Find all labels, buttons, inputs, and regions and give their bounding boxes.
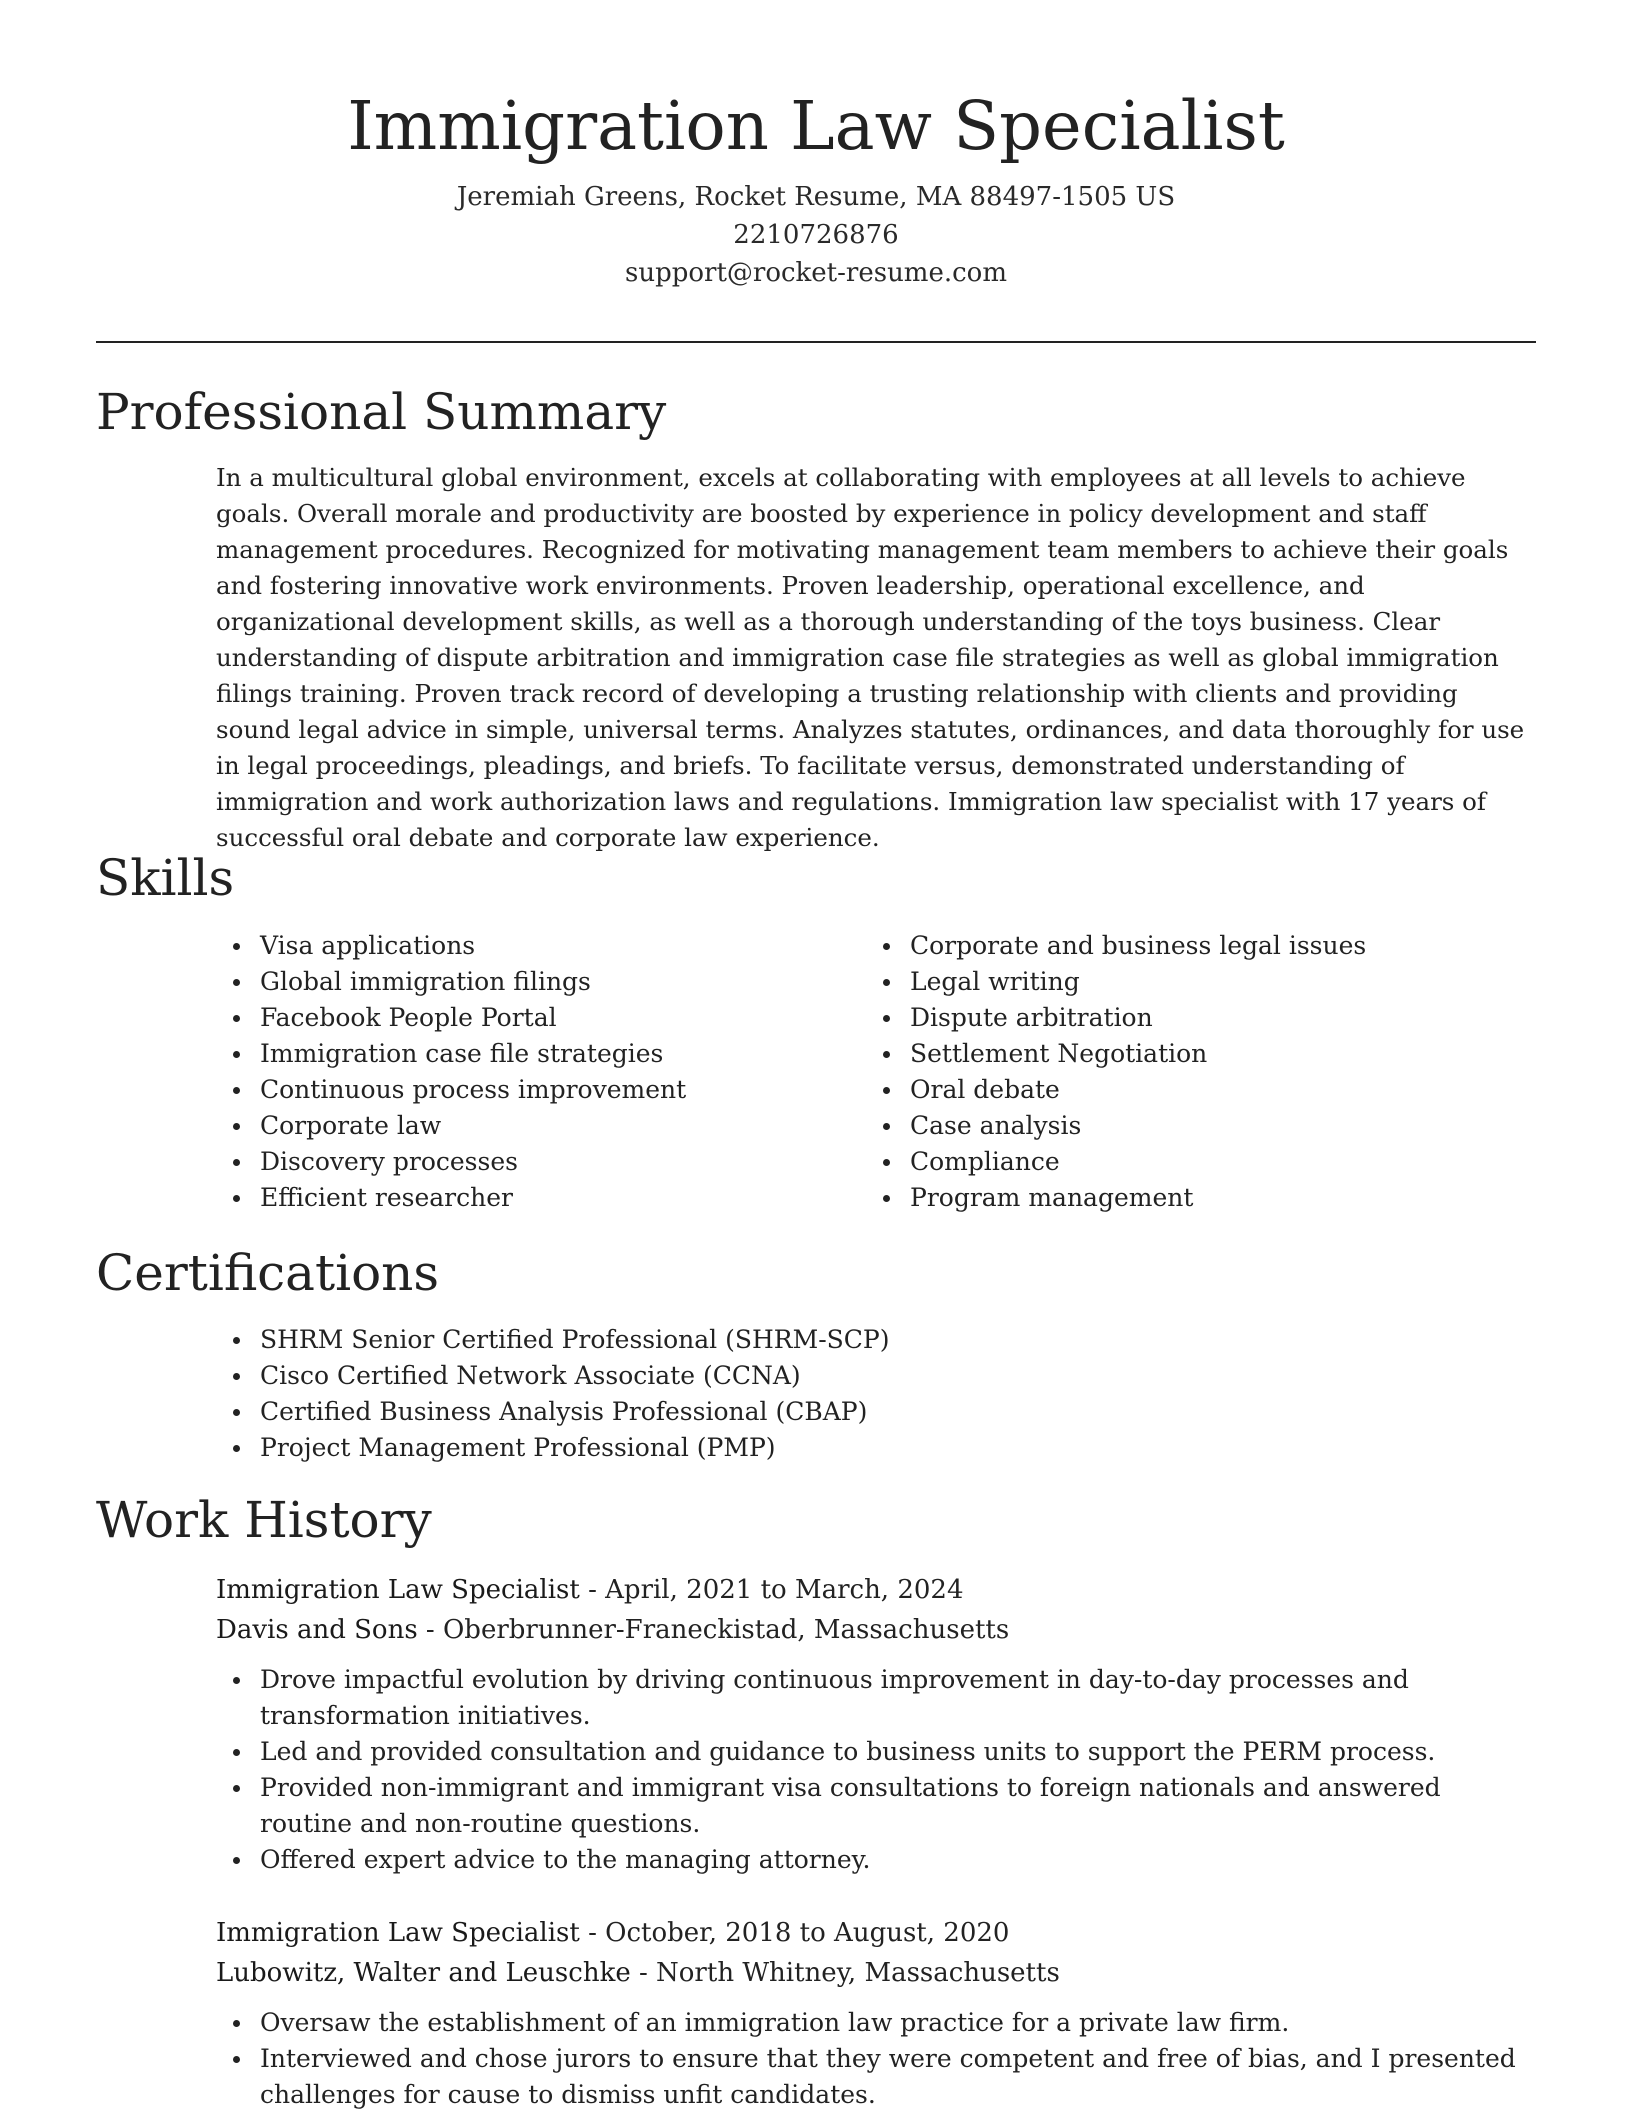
list-item: Program management — [866, 1180, 1506, 1216]
list-item: Drove impactful evolution by driving continuous improvement in day-to-day processes and transformation initiatives. — [172, 1662, 1536, 1734]
job-company-line — [216, 1610, 1536, 1650]
job-dates: - October, 2018 to August, 2020 — [579, 1918, 1010, 1948]
contact-email: support@rocket-resume.com — [624, 258, 1007, 288]
list-item: Corporate law — [216, 1108, 856, 1144]
skills-column-right — [866, 928, 1506, 1216]
list-item: Oversaw the establishment of an immigration law practice for a private law firm. — [172, 2005, 1536, 2041]
section-title-certifications: Certifications — [96, 1244, 440, 1302]
contact-phone: 2210726876 — [733, 220, 899, 250]
list-item: Global immigration filings — [216, 964, 856, 1000]
list-item: Certified Business Analysis Professional (CBAP) — [216, 1394, 1536, 1430]
section-title-summary: Professional Summary — [96, 383, 667, 441]
list-item: Immigration case file strategies — [216, 1036, 856, 1072]
job-role: Immigration Law Specialist — [216, 1575, 580, 1605]
list-item: Efficient researcher — [216, 1180, 856, 1216]
list-item: Provided non-immigrant and immigrant visa consultations to foreign nationals and answered routine and non-routine questions. — [172, 1770, 1536, 1842]
list-item: Case analysis — [866, 1108, 1506, 1144]
skills-column-left — [216, 928, 856, 1216]
job-role: Immigration Law Specialist — [216, 1918, 580, 1948]
list-item: Cisco Certified Network Associate (CCNA) — [216, 1358, 1536, 1394]
certifications-list — [216, 1322, 1536, 1466]
list-item: Settlement Negotiation — [866, 1036, 1506, 1072]
list-item: Led and provided consultation and guidance to business units to support the PERM process. — [172, 1734, 1536, 1770]
candidate-name: Immigration Law Specialist — [347, 87, 1285, 165]
job-dates: - April, 2021 to March, 2024 — [579, 1575, 964, 1605]
job-entry — [216, 1913, 1536, 2113]
list-item: Dispute arbitration — [866, 1000, 1506, 1036]
list-item: Oral debate — [866, 1072, 1506, 1108]
list-item: Corporate and business legal issues — [866, 928, 1506, 964]
job-location: - North Whitney, Massachusetts — [630, 1958, 1060, 1988]
list-item: SHRM Senior Certified Professional (SHRM-SCP) — [216, 1322, 1536, 1358]
job-location: - Oberbrunner-Franeckistad, Massachusetts — [417, 1615, 1010, 1645]
list-item: Interviewed and chose jurors to ensure that they were competent and free of bias, and I presented challenges for cause to dismiss unfit candidates. — [172, 2041, 1536, 2113]
list-item: Compliance — [866, 1144, 1506, 1180]
resume-header — [0, 0, 1632, 292]
contact-address: Jeremiah Greens, Rocket Resume, MA 88497-1505 US — [456, 182, 1176, 212]
job-company: Lubowitz, Walter and Leuschke — [216, 1958, 631, 1988]
list-item: Continuous process improvement — [216, 1072, 856, 1108]
list-item: Legal writing — [866, 964, 1506, 1000]
section-title-work-history: Work History — [96, 1491, 432, 1549]
list-item: Facebook People Portal — [216, 1000, 856, 1036]
job-title-line — [216, 1570, 1536, 1610]
list-item: Project Management Professional (PMP) — [216, 1430, 1536, 1466]
list-item: Visa applications — [216, 928, 856, 964]
list-item: Offered expert advice to the managing attorney. — [172, 1842, 1536, 1878]
job-company: Davis and Sons — [216, 1615, 418, 1645]
job-company-line — [216, 1953, 1536, 1993]
section-title-skills: Skills — [96, 849, 235, 907]
header-divider — [96, 341, 1536, 343]
contact-block — [0, 178, 1632, 292]
job-title-line — [216, 1913, 1536, 1953]
summary-text: In a multicultural global environment, excels at collaborating with employees at all levels to achieve goals. Overall morale and productivity are boosted by experience in policy development and staff management procedures. Recognized for motivating management team members to achieve their goals and fostering innovative work environments. Proven leadership, operational excellence, and organizational development skills, as well as a thorough understanding of the toys business. Clear understanding of dispute arbitration and immigration case file strategies as well as global immigration filings training. Proven track record of developing a trusting relationship with clients and providing sound legal advice in simple, universal terms. Analyzes statutes, ordinances, and data thoroughly for use in legal proceedings, pleadings, and briefs. To facilitate versus, demonstrated understanding of immigration and work authorization laws and regulations. Immigration law specialist with 17 years of successful oral debate and corporate law experience. — [216, 463, 1525, 852]
job-entry — [216, 1570, 1536, 1878]
list-item: Discovery processes — [216, 1144, 856, 1180]
